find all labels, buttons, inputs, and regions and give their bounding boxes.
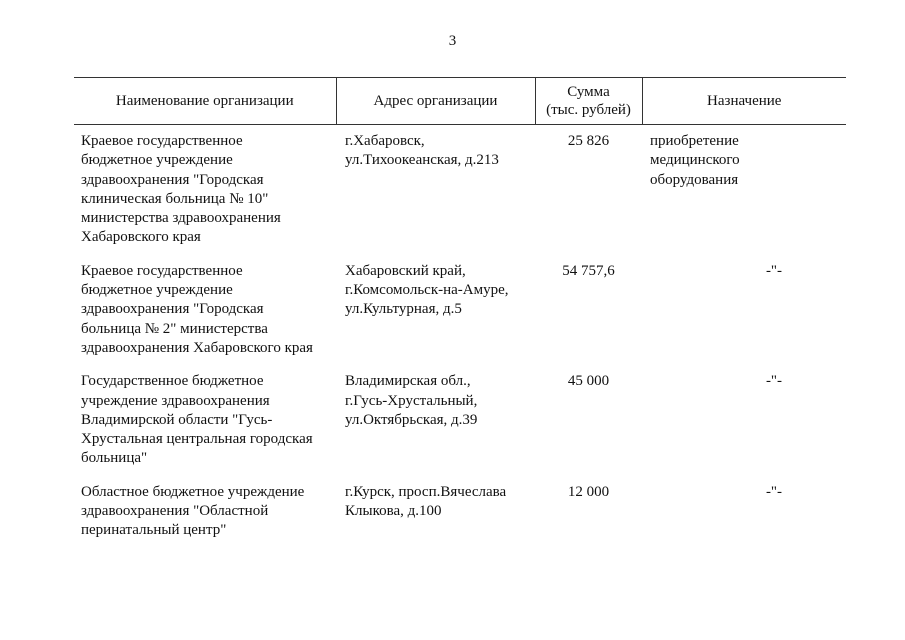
header-purpose: Назначение: [642, 78, 846, 125]
amount-cell: 12 000: [567, 483, 610, 500]
header-organization-name: Наименование организации: [74, 78, 336, 125]
purpose-cell: -"-: [765, 483, 783, 500]
organization-address-cell: Владимирская обл., г.Гусь-Хрустальный, ул.Октябрьская, д.39: [345, 373, 478, 428]
purpose-cell: -"-: [765, 373, 783, 390]
page-number: 3: [448, 33, 457, 49]
amount-cell: 25 826: [567, 133, 610, 149]
header-amount: Сумма (тыс. рублей): [535, 78, 642, 125]
table-header-row: [74, 78, 846, 125]
purpose-cell: -"-: [765, 262, 783, 279]
organization-name-cell: Государственное бюджетное учреждение здравоохранения Владимирской области "Гусь- Хрустальная центральная городская больница": [81, 373, 313, 467]
organization-address-cell: Хабаровский край, г.Комсомольск-на-Амуре, ул.Культурная, д.5: [345, 262, 509, 318]
header-organization-address: Адрес организации: [336, 78, 535, 125]
amount-cell: 45 000: [567, 373, 610, 390]
organization-address-cell: г.Хабаровск, ул.Тихоокеанская, д.213: [345, 133, 499, 169]
organization-address-cell: г.Курск, просп.Вячеслава Клыкова, д.100: [345, 483, 507, 520]
table-row: [74, 364, 846, 474]
purpose-cell: приобретение медицинского оборудования: [650, 133, 740, 188]
organization-name-cell: Краевое государственное бюджетное учреждение здравоохранения "Городская больница № 2" министерства здравоохранения Хабаровского края: [81, 262, 313, 356]
table-row: [74, 125, 846, 254]
organization-name-cell: Краевое государственное бюджетное учреждение здравоохранения "Городская клиническая больница № 10" министерства здравоохранения Хабаровского края: [81, 133, 281, 246]
organization-name-cell: Областное бюджетное учреждение здравоохранения "Областной перинатальный центр": [81, 483, 305, 539]
amount-cell: 54 757,6: [562, 262, 615, 279]
table-row: [74, 475, 846, 547]
table-row: [74, 254, 846, 364]
organizations-table: [74, 77, 846, 547]
